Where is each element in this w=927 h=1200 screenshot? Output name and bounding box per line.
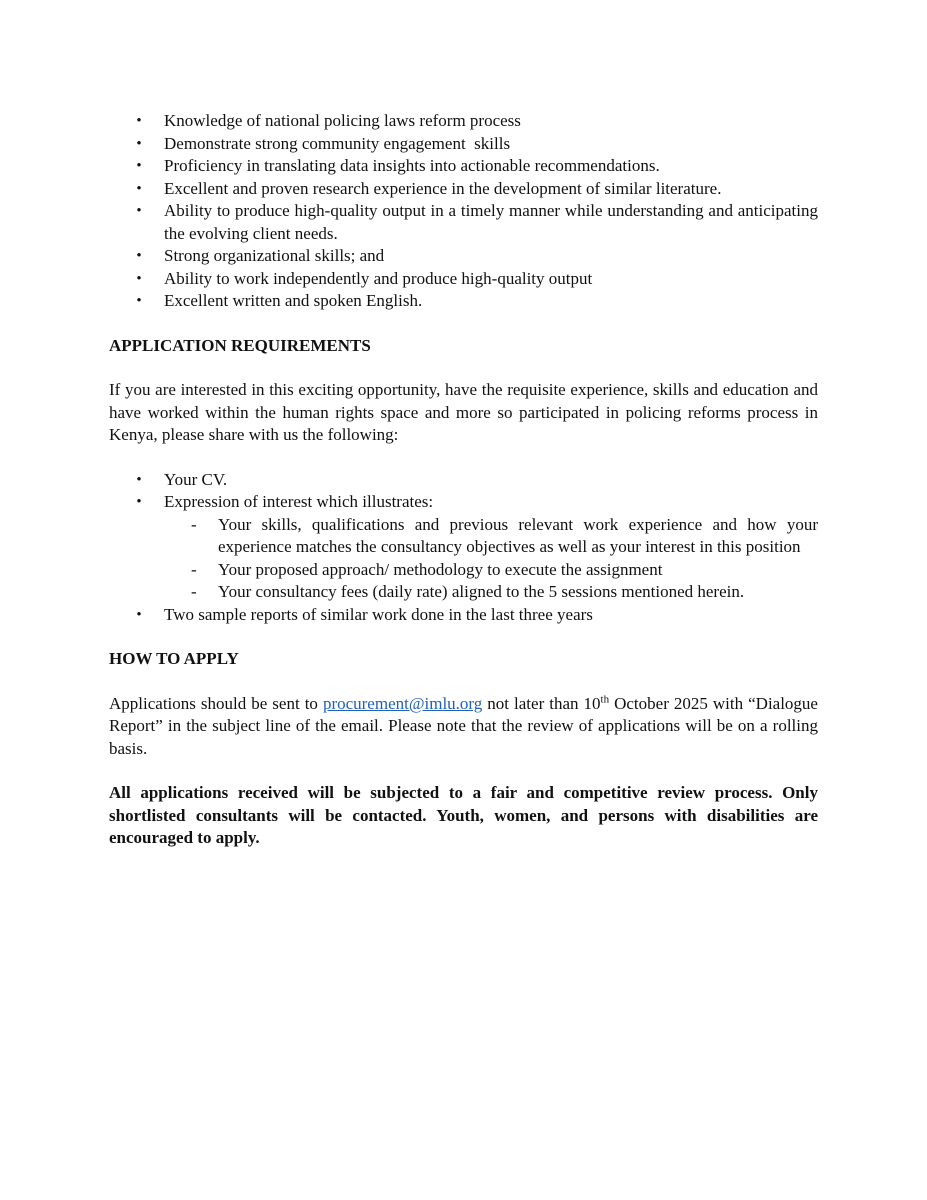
list-item: • Excellent written and spoken English.: [109, 290, 818, 313]
skills-list: [109, 110, 818, 313]
requirements-list: [109, 469, 818, 514]
email-link[interactable]: procurement@imlu.org: [322, 693, 483, 713]
list-item: • Two sample reports of similar work done in the last three years: [109, 604, 818, 627]
list-item: • Ability to work independently and produce high-quality output: [109, 268, 818, 291]
bullet-icon: •: [136, 135, 142, 152]
list-item: - Your skills, qualifications and previous relevant work experience and how your experience matches the consultancy objectives as well as your interest in this position: [191, 514, 818, 556]
date-ordinal-suffix: th: [600, 692, 610, 705]
how-to-apply-text: Applications should be sent to procurement@imlu.org not later than 10th October 2025 with “Dialogue Report” in the subject line of the email. Please note that the review of applications will be on a rolling basis.: [109, 692, 818, 758]
document-page: [109, 110, 818, 850]
closing-statement: All applications received will be subjected to a fair and competitive review process. Only shortlisted consultants will be contacted. Youth, women, and persons with disabilities are encouraged to apply.: [109, 783, 818, 847]
bullet-icon: •: [136, 293, 142, 309]
list-item: • Knowledge of national policing laws reform process: [109, 110, 818, 133]
bullet-icon: •: [136, 203, 142, 219]
list-item: - Your proposed approach/ methodology to execute the assignment: [109, 559, 818, 582]
list-item: • Your CV.: [109, 469, 818, 492]
bullet-icon: •: [136, 471, 142, 488]
list-item: • Proficiency in translating data insights into actionable recommendations.: [109, 155, 818, 178]
bullet-icon: •: [136, 113, 142, 129]
dash-icon: -: [191, 559, 197, 579]
bullet-icon: •: [136, 180, 142, 197]
list-item: • Ability to produce high-quality output in a timely manner while understanding and anticipating the evolving client needs.: [109, 200, 818, 245]
bullet-icon: •: [136, 606, 142, 623]
list-item: - Your consultancy fees (daily rate) aligned to the 5 sessions mentioned herein.: [109, 581, 818, 604]
dash-icon: -: [191, 514, 197, 534]
expression-of-interest-sublist: [109, 514, 818, 604]
bullet-icon: •: [136, 158, 142, 174]
list-item: • Excellent and proven research experience in the development of similar literature.: [109, 178, 818, 201]
requirements-list-continued: [109, 604, 818, 627]
list-item: • Demonstrate strong community engagement skills: [109, 133, 818, 156]
bullet-icon: •: [136, 248, 142, 264]
bullet-icon: •: [136, 494, 142, 510]
dash-icon: -: [191, 582, 197, 601]
application-intro: If you are interested in this exciting opportunity, have the requisite experience, skills and education and have worked within the human rights space and more so participated in policing reforms process in Kenya, please share with us the following:: [109, 380, 818, 444]
application-requirements-heading: APPLICATION REQUIREMENTS: [109, 335, 371, 355]
bullet-icon: •: [136, 270, 142, 287]
list-item: • Expression of interest which illustrates:: [109, 491, 818, 514]
list-item: • Strong organizational skills; and: [109, 245, 818, 268]
how-to-apply-heading: HOW TO APPLY: [109, 649, 239, 668]
